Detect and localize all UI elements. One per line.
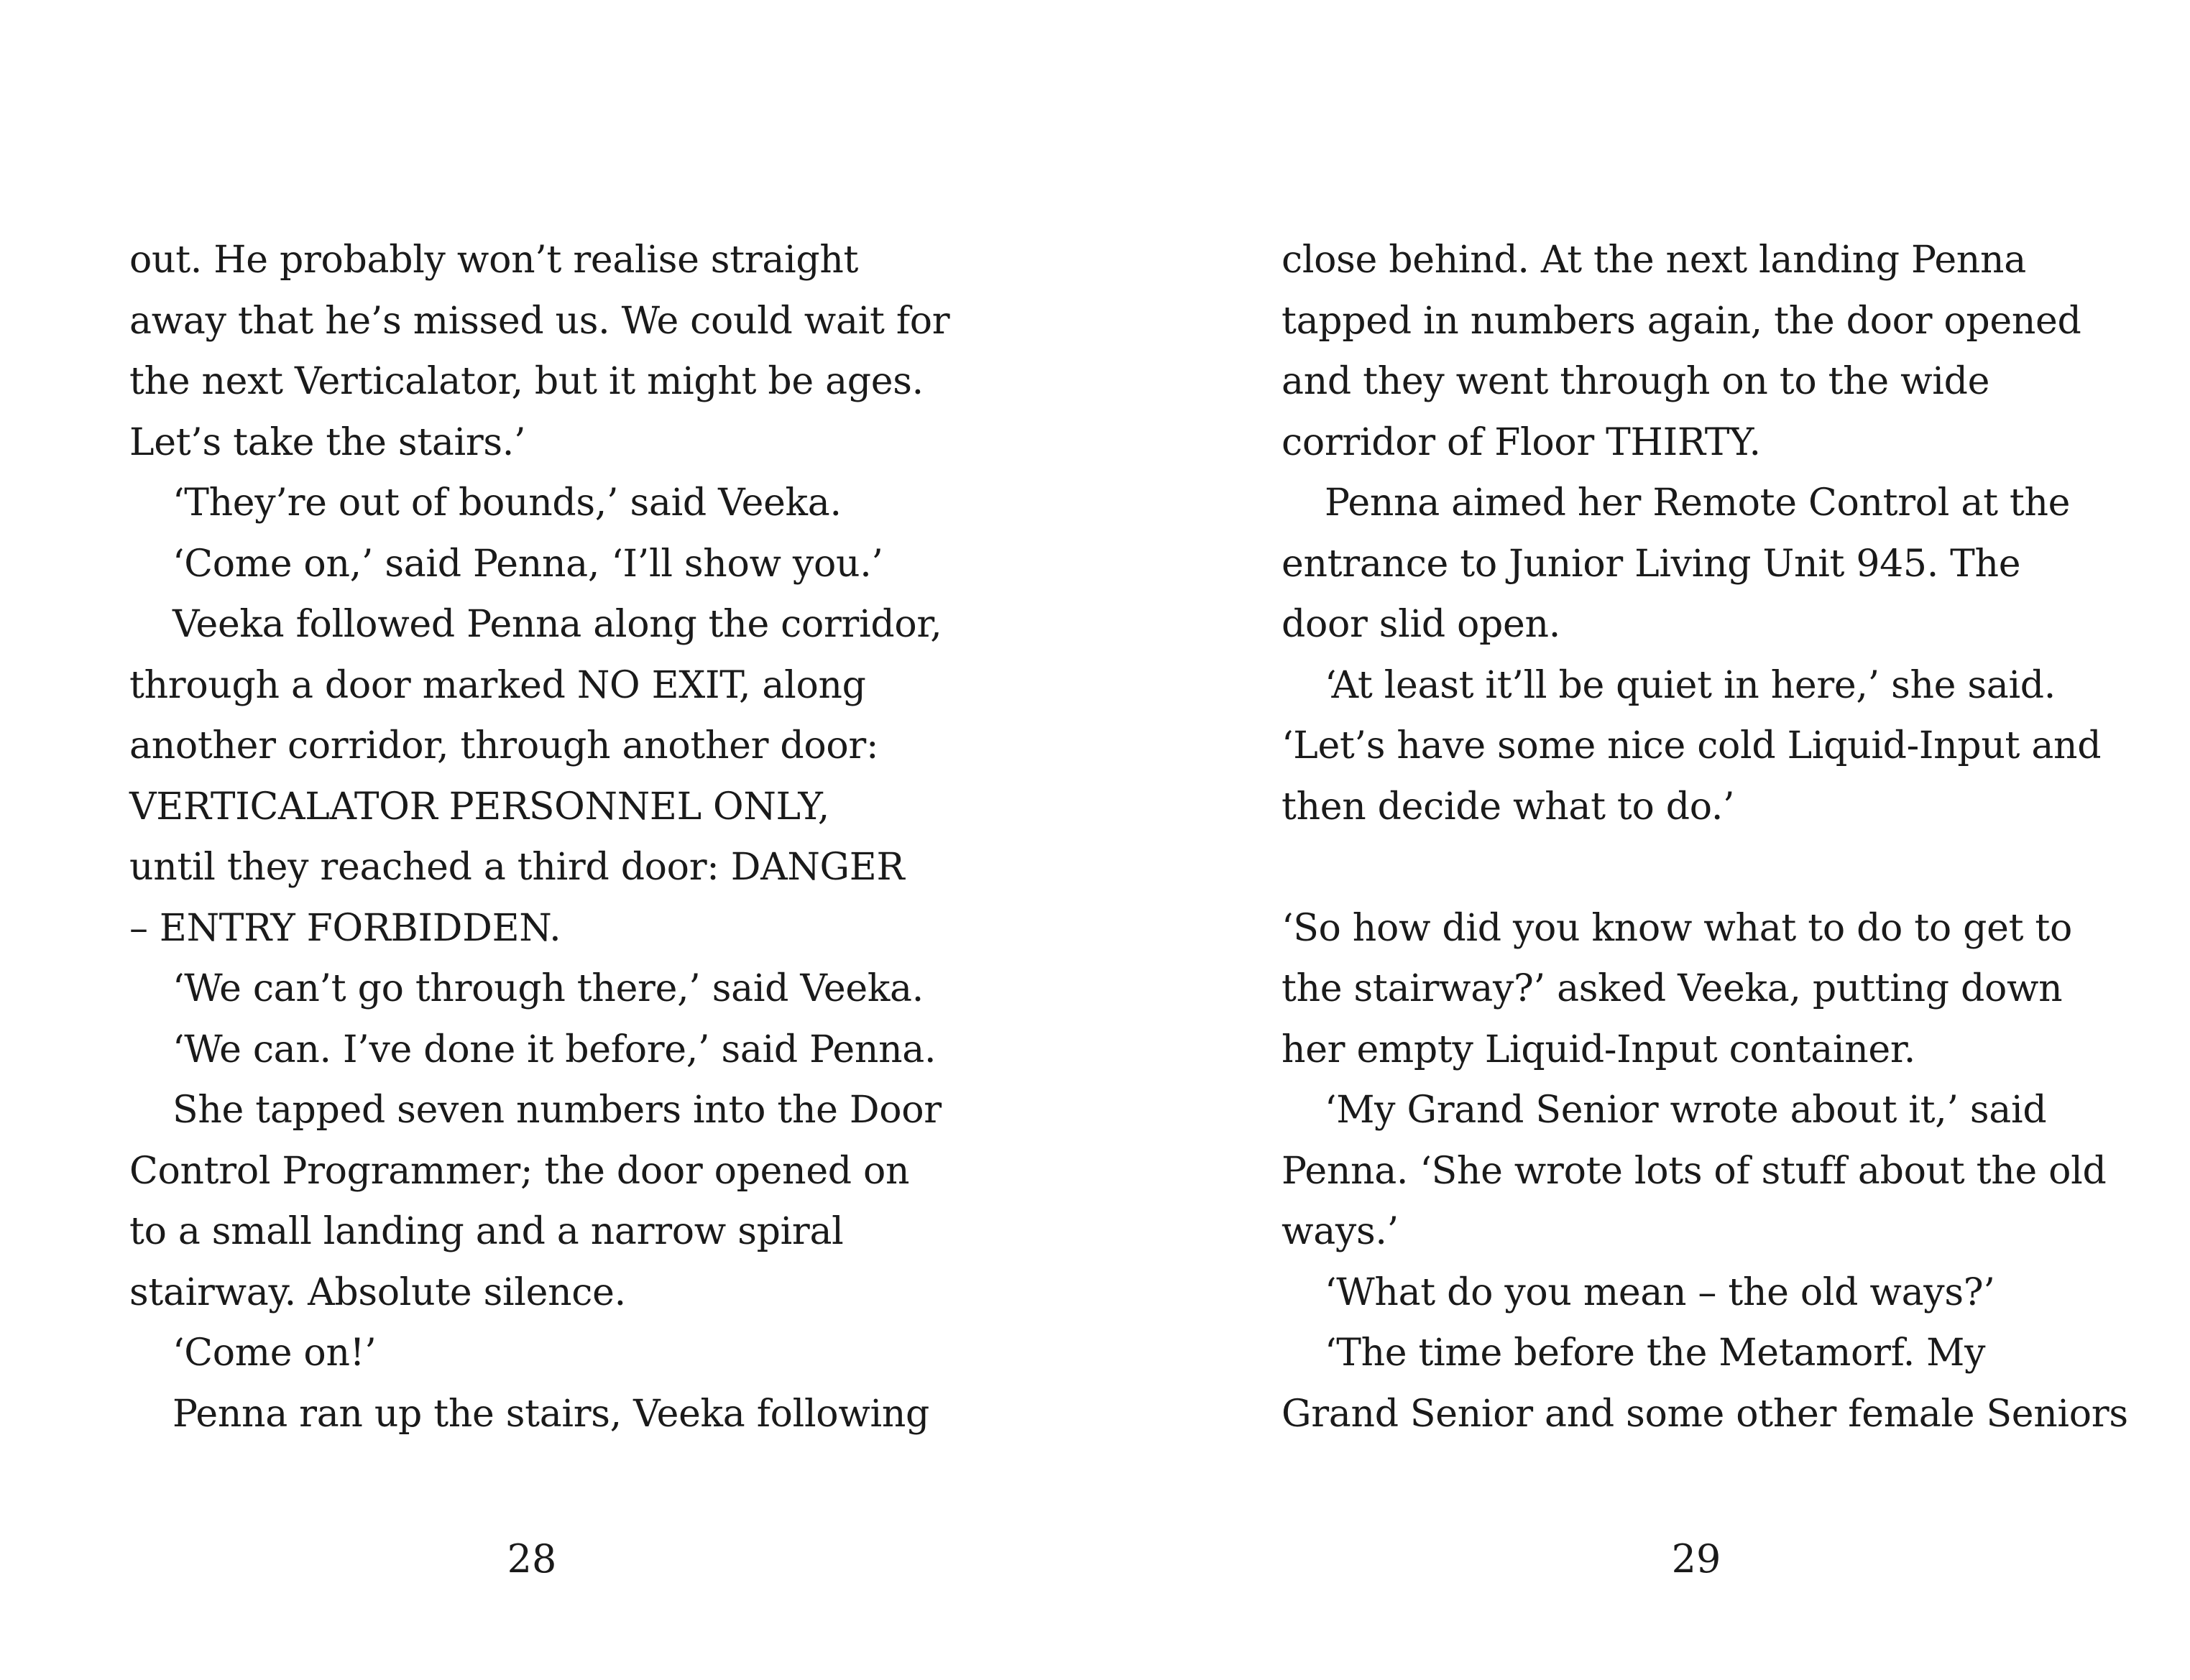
text-line: She tapped seven numbers into the Door [172, 1089, 942, 1132]
text-line: ‘We can’t go through there,’ said Veeka. [172, 967, 924, 1010]
text-line: ‘At least it’ll be quiet in here,’ she said. [1325, 663, 2056, 707]
text-line: door slid open. [1282, 603, 1560, 646]
text-line: her empty Liquid-Input container. [1282, 1028, 1915, 1071]
text-line: entrance to Junior Living Unit 945. The [1282, 542, 2021, 586]
right-page-text [1282, 230, 2128, 1444]
text-line: out. He probably won’t realise straight [129, 239, 859, 282]
text-line: stairway. Absolute silence. [129, 1270, 626, 1314]
text-line: ways.’ [1282, 1210, 1399, 1253]
text-line: corridor of Floor THIRTY. [1282, 420, 1761, 464]
text-line: close behind. At the next landing Penna [1282, 239, 2026, 282]
section-break [1282, 837, 2108, 898]
text-line: Control Programmer; the door opened on [129, 1149, 910, 1193]
text-line: Penna. ‘She wrote lots of stuff about the old [1282, 1149, 2107, 1193]
text-line: ‘They’re out of bounds,’ said Veeka. [172, 481, 842, 525]
text-line: Penna aimed her Remote Control at the [1325, 481, 2071, 525]
text-line: Veeka followed Penna along the corridor, [172, 603, 942, 646]
text-line: the next Verticalator, but it might be ages. [129, 360, 924, 403]
text-line: to a small landing and a narrow spiral [129, 1210, 844, 1253]
text-line: until they reached a third door: DANGER [129, 846, 905, 889]
page-number-right: 29 [1671, 1536, 1721, 1582]
text-line: and they went through on to the wide [1282, 360, 1990, 403]
text-line: then decide what to do.’ [1282, 785, 1735, 829]
text-line: ‘Come on,’ said Penna, ‘I’ll show you.’ [172, 542, 883, 586]
text-line: through a door marked NO EXIT, along [129, 663, 866, 707]
text-line: Let’s take the stairs.’ [129, 420, 526, 464]
text-line: – ENTRY FORBIDDEN. [129, 906, 561, 950]
left-page-text [129, 230, 949, 1444]
text-line: away that he’s missed us. We could wait for [129, 299, 950, 343]
text-line: ‘What do you mean – the old ways?’ [1325, 1270, 1995, 1314]
text-line: VERTICALATOR PERSONNEL ONLY, [129, 785, 830, 829]
text-line: ‘Let’s have some nice cold Liquid-Input and [1282, 724, 2102, 767]
page-number-left: 28 [507, 1536, 557, 1582]
text-line: ‘Come on!’ [172, 1331, 377, 1375]
text-line: Penna ran up the stairs, Veeka following [172, 1392, 930, 1436]
text-line: the stairway?’ asked Veeka, putting down [1282, 967, 2063, 1010]
text-line: ‘The time before the Metamorf. My [1325, 1331, 1986, 1375]
text-line: ‘My Grand Senior wrote about it,’ said [1325, 1089, 2047, 1132]
text-line: Grand Senior and some other female Seniors [1282, 1392, 2128, 1436]
text-line: tapped in numbers again, the door opened [1282, 299, 2081, 343]
right-page [1095, 0, 2189, 1680]
text-line: another corridor, through another door: [129, 724, 879, 767]
text-line: ‘We can. I’ve done it before,’ said Penna. [172, 1028, 937, 1071]
text-line: ‘So how did you know what to do to get to [1282, 906, 2073, 950]
